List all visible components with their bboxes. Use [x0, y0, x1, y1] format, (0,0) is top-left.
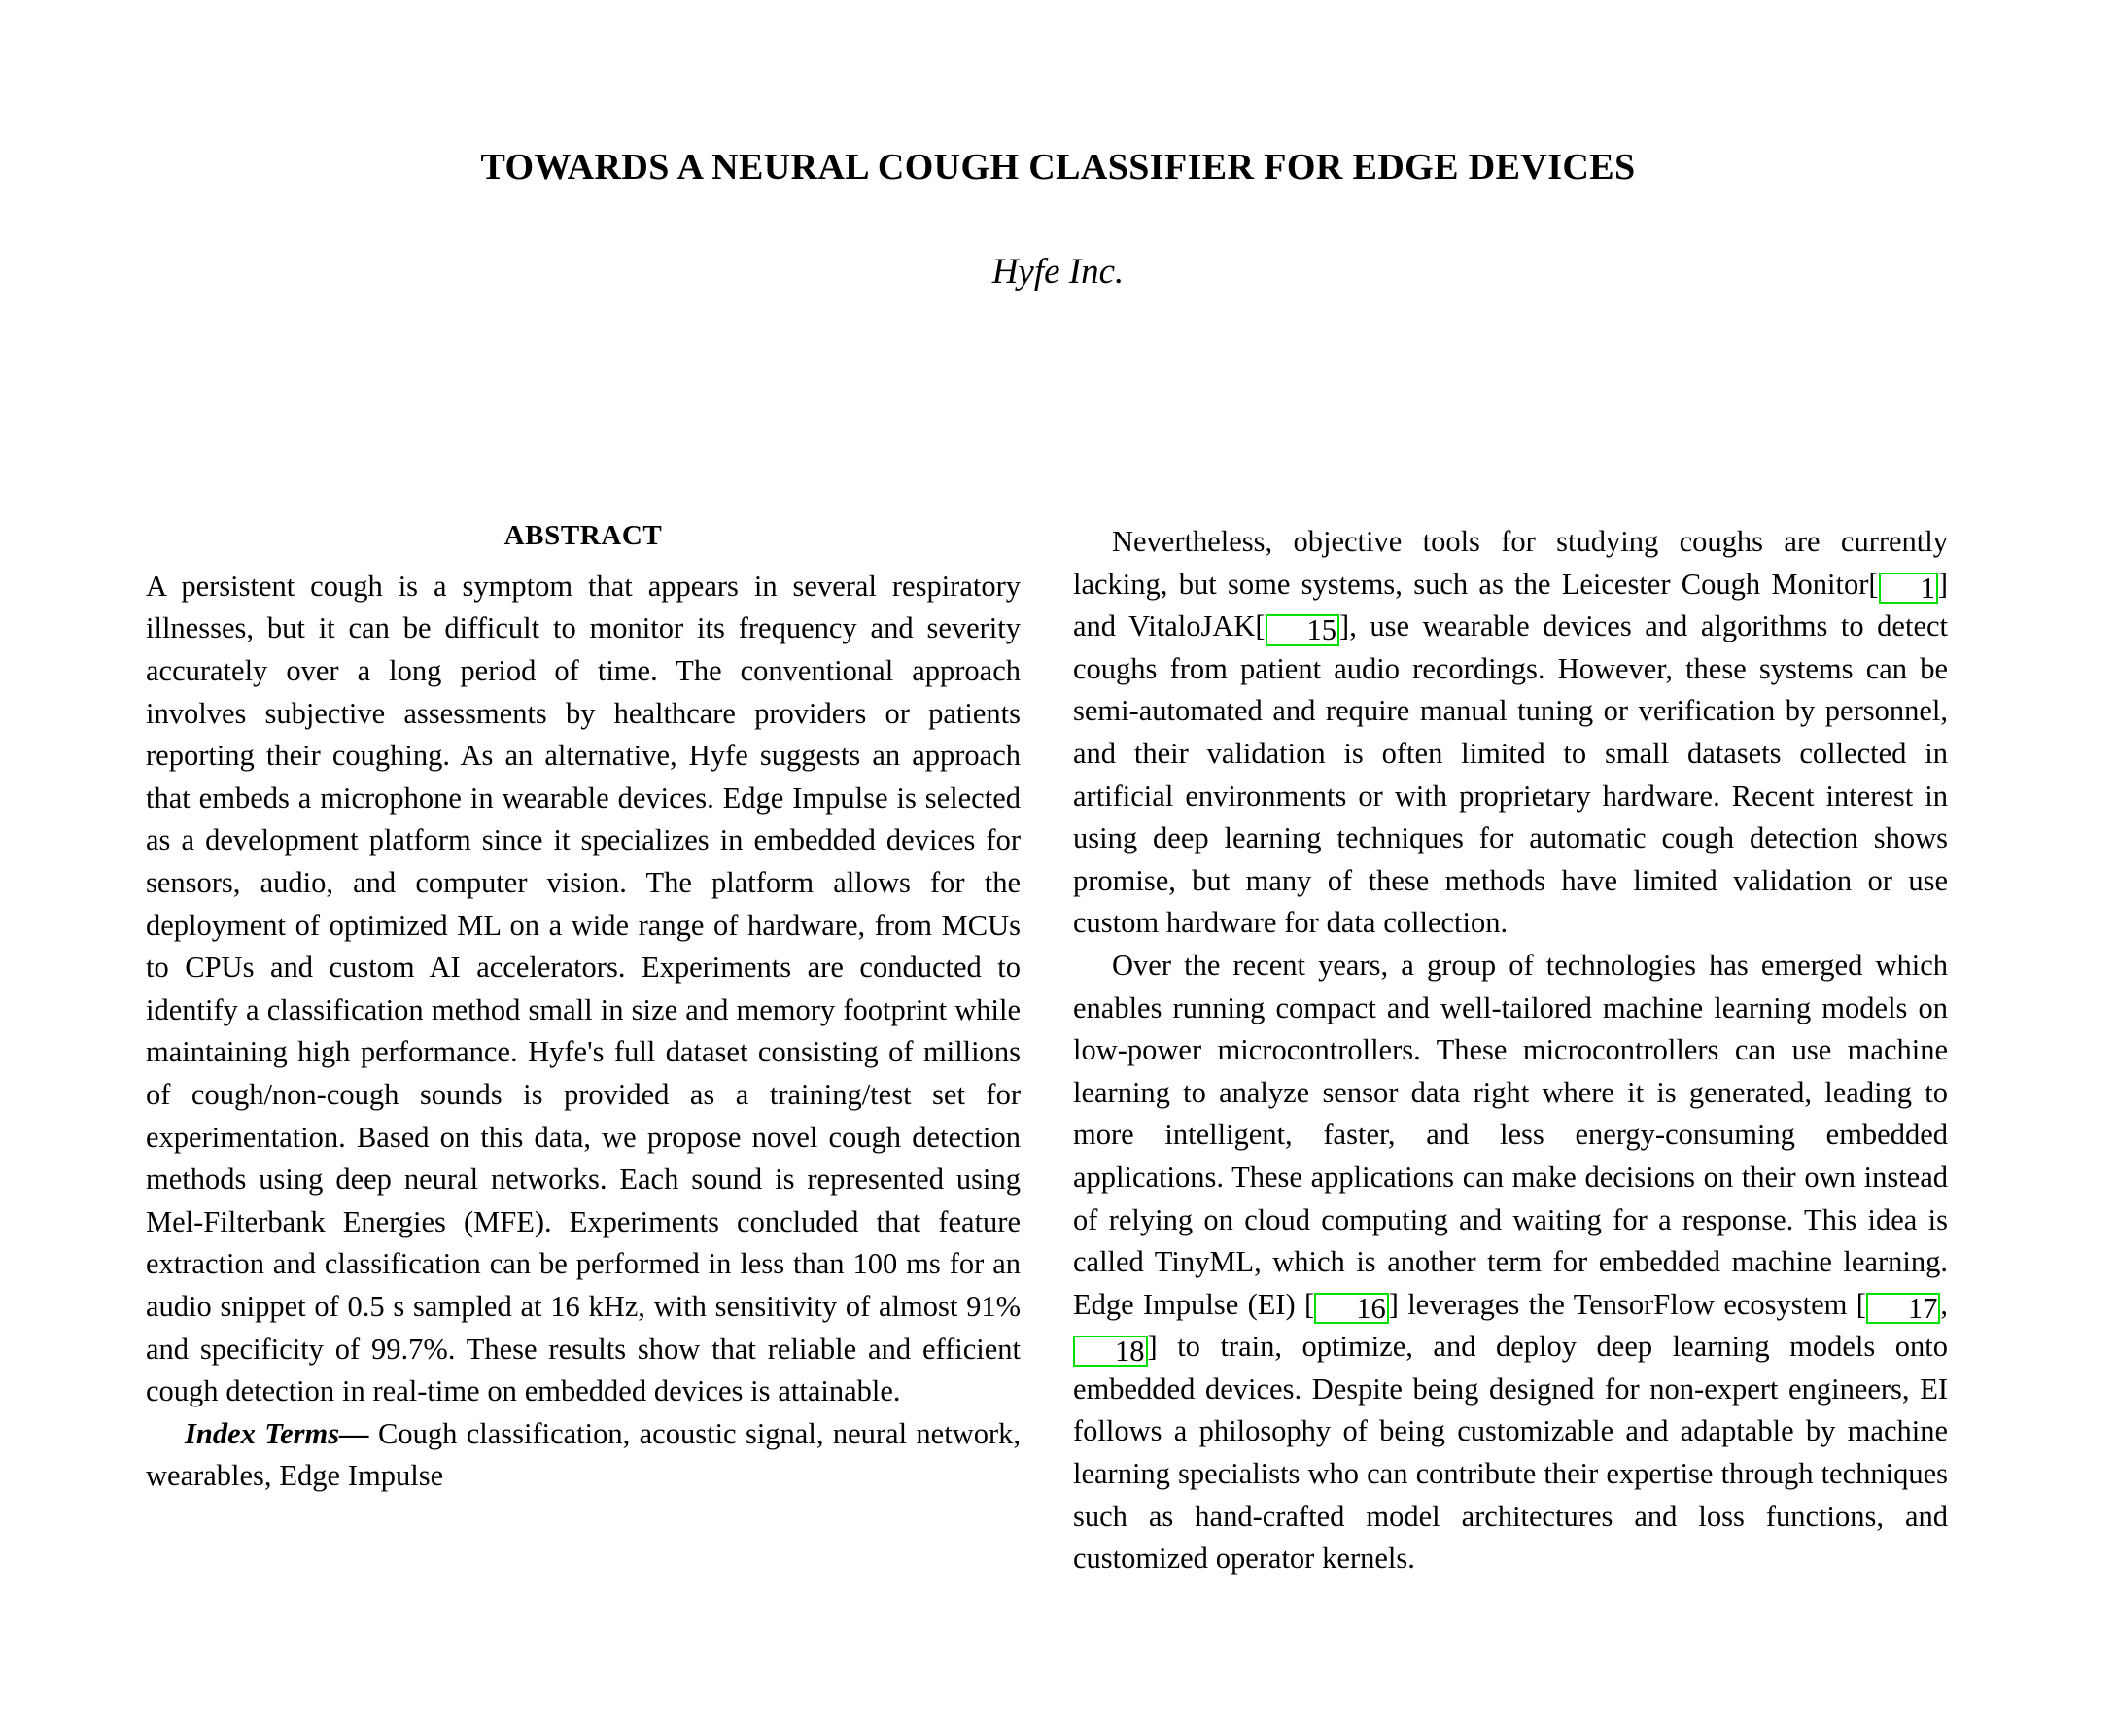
- left-column: [146, 521, 1021, 1498]
- paragraph-1-text-part-1: Nevertheless, objective tools for studying coughs are currently lacking, but some systems, such as the Leicester Cough Monitor[: [1073, 525, 1948, 601]
- citation-link-16[interactable]: 16: [1314, 1293, 1389, 1324]
- paragraph-1-text-part-2: ] and VitaloJAK[: [1073, 567, 1948, 643]
- body-columns: [146, 521, 1970, 1580]
- paragraph-2-text-part-4: ] to train, optimize, and deploy deep learning models onto embedded devices. Despite being designed for non-expert engineers, EI follows a philosophy of being customizable and adaptable by machine learning specialists who can contribute their expertise through techniques such as hand-crafted model architectures and loss functions, and customized operator kernels.: [1073, 1330, 1948, 1576]
- paragraph-1-text-part-3: ], use wearable devices and algorithms to detect coughs from patient audio recordings. However, these systems can be semi-automated and require manual tuning or verification by personnel, and their validation is often limited to small datasets collected in artificial environments or with proprietary hardware. Recent interest in using deep learning techniques for automatic cough detection shows promise, but many of these methods have limited validation or use custom hardware for data collection.: [1073, 609, 1948, 940]
- citation-link-18[interactable]: 18: [1073, 1336, 1148, 1367]
- index-terms-label: Index Terms—: [185, 1416, 369, 1450]
- right-column: [1073, 521, 1948, 1580]
- title-block: [0, 0, 2116, 294]
- citation-link-1[interactable]: 1: [1879, 573, 1938, 604]
- paragraph-2-text-part-1: Over the recent years, a group of technologies has emerged which enables running compact and well-tailored machine learning models on low-power microcontrollers. These microcontrollers can use machine learning to analyze sensor data right where it is generated, leading to more intelligent, faster, and less energy-consuming embedded applications. These applications can make decisions on their own instead of relying on cloud computing and waiting for a response. This idea is called TinyML, which is another term for embedded machine learning. Edge Impulse (EI) [: [1073, 948, 1948, 1321]
- intro-paragraph-1: [1073, 521, 1948, 945]
- abstract-paragraph: A persistent cough is a symptom that appears in several respiratory illnesses, but it can be difficult to monitor its frequency and severity accurately over a long period of time. The conventional approach involves subjective assessments by healthcare providers or patients reporting their coughing. As an alternative, Hyfe suggests an approach that embeds a microphone in wearable devices. Edge Impulse is selected as a development platform since it specializes in embedded devices for sensors, audio, and computer vision. The platform allows for the deployment of optimized ML on a wide range of hardware, from MCUs to CPUs and custom AI accelerators. Experiments are conducted to identify a classification method small in size and memory footprint while maintaining high performance. Hyfe's full dataset consisting of millions of cough/non-cough sounds is provided as a training/test set for experimentation. Based on this data, we propose novel cough detection methods using deep neural networks. Each sound is represented using Mel-Filterbank Energies (MFE). Experiments concluded that feature extraction and classification can be performed in less than 100 ms for an audio snippet of 0.5 s sampled at 16 kHz, with sensitivity of almost 91% and specificity of 99.7%. These results show that reliable and efficient cough detection in real-time on embedded devices is attainable.: [146, 569, 1021, 1408]
- paragraph-2-text-part-2: ] leverages the TensorFlow ecosystem [: [1388, 1287, 1866, 1321]
- page-title: TOWARDS A NEURAL COUGH CLASSIFIER FOR EDGE DEVICES: [480, 147, 1636, 188]
- citation-link-15[interactable]: 15: [1266, 614, 1340, 645]
- abstract-heading: ABSTRACT: [503, 520, 663, 551]
- paragraph-2-text-part-3: ,: [1940, 1287, 1949, 1321]
- author-name: Hyfe Inc.: [991, 251, 1125, 292]
- index-terms-list: Cough classification, acoustic signal, neural network, wearables, Edge Impulse: [146, 1416, 1021, 1493]
- author-block: [0, 251, 2116, 294]
- intro-paragraph-2: [1073, 945, 1948, 1580]
- index-terms-paragraph: [146, 1413, 1021, 1498]
- citation-link-17[interactable]: 17: [1866, 1293, 1941, 1324]
